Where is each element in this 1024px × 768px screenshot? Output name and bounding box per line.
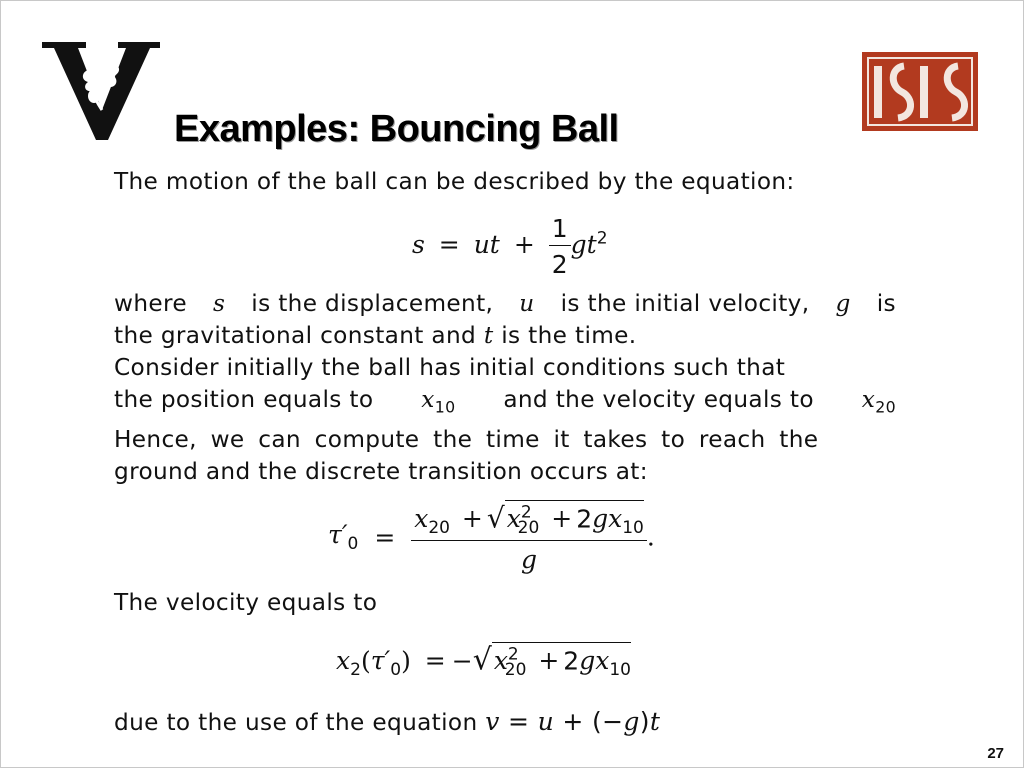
vanderbilt-v-logo [42,40,160,140]
intro-text [114,166,795,198]
closing-text: due to the use of the equation v = u + (−g)t [114,707,661,736]
equation-motion: s = ut + $\frac{1}{2}$ $gt^2$ [412,214,608,279]
isis-logo [862,52,978,131]
velocity-intro-text: The velocity equals to [114,589,378,616]
para2-line1: Consider initially the ball has initial conditions such that [114,354,786,381]
slide-title: Examples: Bouncing Ball [174,108,619,150]
page-number: 27 [987,745,1004,762]
conditions-paragraph: Consider initially the ball has initial conditions such that the position equals to $x_{10}$ and the velocity equals to $x_{20}$ Hence, we can compute the time it takes to reach the ground and the discrete transition occurs at: [114,354,896,485]
equation-transition-time: $\tau'_0$ = $\frac{x_{20} + √x^2_{20} + 2gx_{10}}{g}$ . [328,501,655,575]
equation-velocity: $x_2(\tau'_0) = -√x^2_{20} + 2gx_{10}$ [336,642,631,681]
definitions-paragraph: where s is the displacement, u is the initial velocity, g is the gravitational constant and t is the time. [114,290,896,349]
intro-line: The motion of the ball can be described by the equation: [114,168,795,195]
